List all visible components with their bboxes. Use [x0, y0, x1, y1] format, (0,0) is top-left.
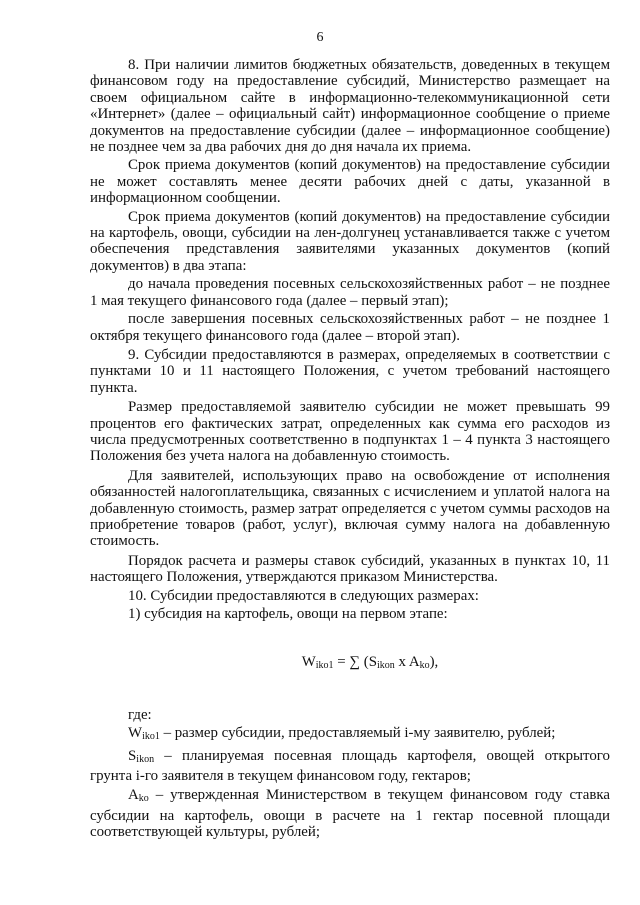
paragraph-second-stage: после завершения посевных сельскохозяйственных работ – не позднее 1 октября текущего финансового года (далее – второй этап). — [90, 311, 610, 344]
definition-w: $W_{iko1}$ – размер субсидии, предоставляемый i-му заявителю, рублей; — [128, 725, 556, 743]
paragraph-first-stage: до начала проведения посевных сельскохозяйственных работ – не позднее 1 мая текущего финансового года (далее – первый этап); — [90, 276, 610, 309]
where-label: где: — [128, 706, 152, 723]
subsidy-formula: $W_{iko1}$ = ∑ ($S_{ikon}$ x $A_{ko}$), — [301, 654, 439, 672]
definition-a: $A_{ko}$ – утвержденная Министерством в текущем финансовом году ставка субсидии на картофель, овощи в расчете на 1 гектар посевной площади соответствующей культуры, рублей; — [90, 787, 610, 841]
paragraph-vat-exempt: Для заявителей, использующих право на освобождение от исполнения обязанностей налогоплательщика, связанных с исчислением и уплатой налога на добавленную стоимость, размер затрат определяется с учетом суммы расходов на приобретение товаров (работ, услуг), включая сумму налога на добавленную стоимость. — [90, 467, 610, 550]
paragraph-potatoes-first-stage: 1) субсидия на картофель, овощи на первом этапе: — [128, 606, 448, 622]
paragraph-two-stages: Срок приема документов (копий документов) на предоставление субсидии на картофель, овощи, субсидии на лен-долгунец устанавливается также с учетом обеспечения представления заявителями указанных документов (копий документов) в два этапа: — [90, 208, 610, 274]
paragraph-deadline: Срок приема документов (копий документов) на предоставление субсидии не может составлять менее десяти рабочих дней с даты, указанной в информационном сообщении. — [90, 157, 610, 207]
paragraph-10: 10. Субсидии предоставляются в следующих размерах: — [128, 587, 479, 604]
paragraph-rates-order: Порядок расчета и размеры ставок субсидий, указанных в пунктах 10, 11 настоящего Положения, утверждаются приказом Министерства. — [90, 552, 610, 586]
definition-s: $S_{ikon}$ – планируемая посевная площадь картофеля, овощей открытого грунта i-го заявителя в текущем финансовом году, гектаров; — [90, 747, 610, 785]
page-number: 6 — [316, 30, 324, 45]
paragraph-9: 9. Субсидии предоставляются в размерах, определяемых в соответствии с пунктами 10 и 11 настоящего Положения, с учетом требований настоящего пункта. — [90, 346, 610, 396]
document-body — [90, 57, 610, 843]
paragraph-8: 8. При наличии лимитов бюджетных обязательств, доведенных в текущем финансовом году на предоставление субсидий, Министерство размещает на своем официальном сайте в информационно-телекоммуникационной сети «Интернет» (далее – официальный сайт) информационное сообщение о приеме документов на предоставление субсидии (далее – информационное сообщение) не позднее чем за два рабочих дня до дня начала их приема. — [90, 57, 610, 156]
paragraph-max-size: Размер предоставляемой заявителю субсидии не может превышать 99 процентов его фактических затрат, определенных как сумма его расходов из числа предусмотренных соответственно в подпунктах 1 – 4 пункта 3 настоящего Положения без учета налога на добавленную стоимость. — [90, 399, 610, 465]
